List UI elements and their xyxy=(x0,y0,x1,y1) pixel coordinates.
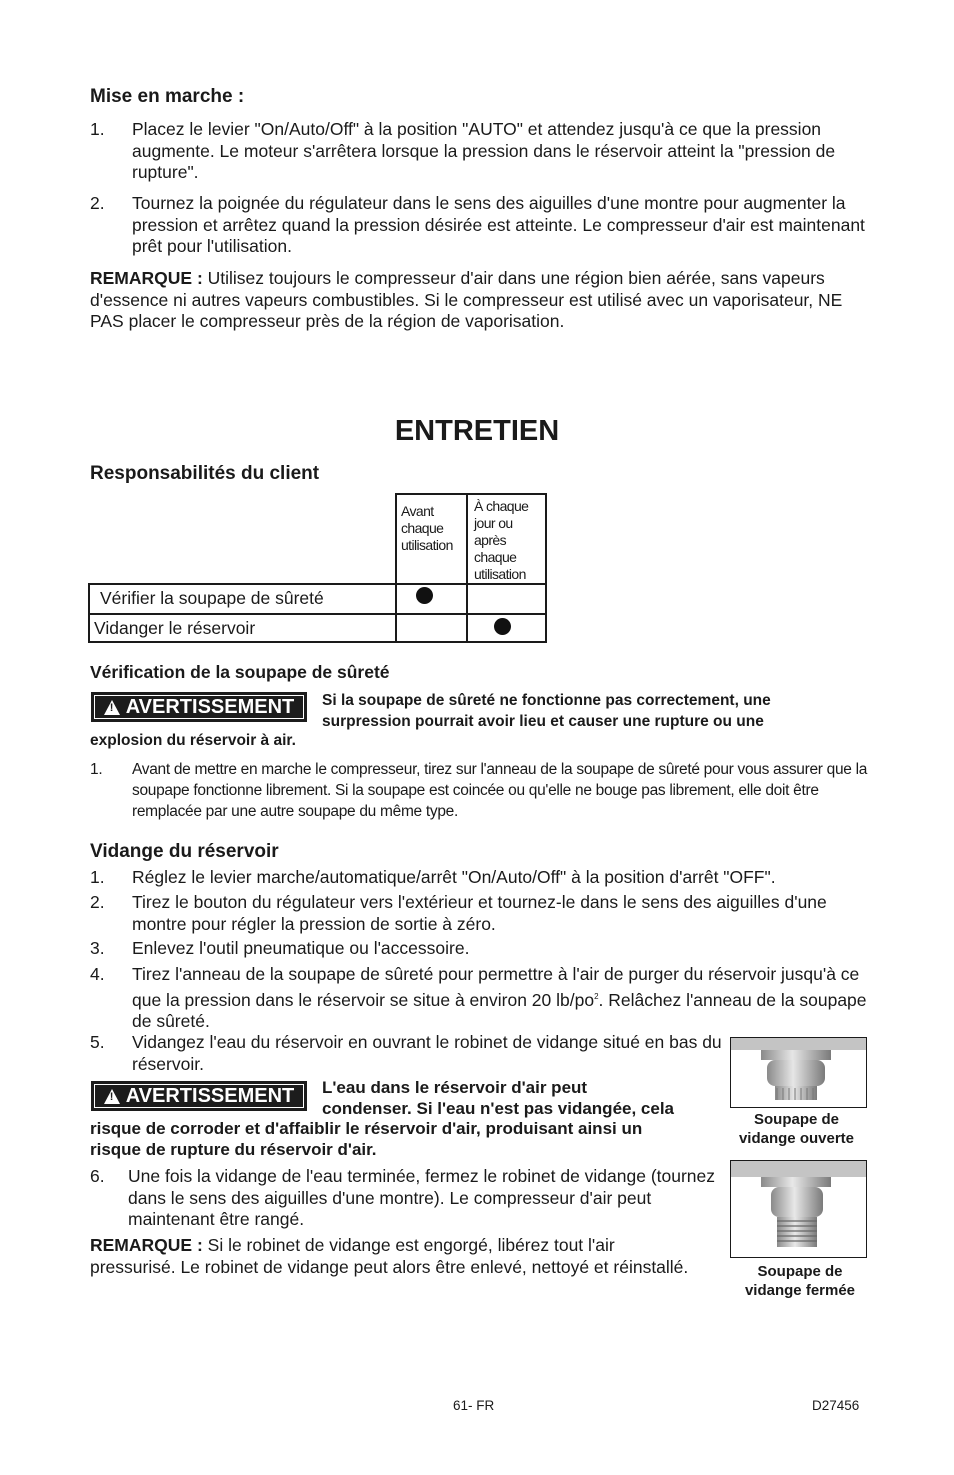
startup-note xyxy=(90,268,870,333)
warning-label: AVERTISSEMENT xyxy=(125,1084,295,1107)
check-dot xyxy=(494,618,511,635)
drain-step-4-text-a: Tirez l'anneau de la soupape de sûreté pour permettre à l'air de purger du réservoir jusqu'à ce que la pression dans le réservoir se situe à environ 20 lb/po xyxy=(132,964,860,1010)
safety-step-text: Avant de mettre en marche le compresseur, tirez sur l'anneau de la soupape de sûreté pour vous assurer que la soupape fonctionne librement. Si la soupape est coincée ou qu'elle ne bouge pas librement, elle doit être remplacée par une autre soupape du même type. xyxy=(132,761,868,820)
drain-step-3-number: 3. xyxy=(90,938,105,958)
table-cell-daily xyxy=(467,614,546,642)
drain-warning-lines-continued xyxy=(90,1119,730,1160)
drain-step-5-number: 5. xyxy=(90,1032,105,1052)
drain-valve-closed-caption xyxy=(724,1262,876,1300)
drain-warning-lines xyxy=(322,1078,732,1119)
startup-note-text: Utilisez toujours le compresseur d'air dans une région bien aérée, sans vapeurs d'essence ni autres vapeurs combustibles. Si le compresseur est utilisé avec un vaporisateur, NE PAS placer le compresseur près de la région de vaporisation. xyxy=(90,268,843,331)
row-2-label: Vidanger le réservoir xyxy=(94,618,256,638)
drain-step-2-text: Tirez le bouton du régulateur vers l'extérieur et tournez-le dans le sens des aiguilles d'une montre pour régler la pression de sortie à zéro. xyxy=(132,892,827,934)
check-dot xyxy=(416,587,433,604)
startup-step-1-text: Placez le levier "On/Auto/Off" à la position "AUTO" et attendez jusqu'à ce que la pression augmente. Le moteur s'arrêtera lorsque la pression dans le réservoir atteint la "pression de rupture". xyxy=(132,119,836,182)
caption-closed-line-1: Soupape de xyxy=(757,1263,843,1280)
startup-heading: Mise en marche : xyxy=(90,86,245,107)
caption-closed-line-2: vidange fermée xyxy=(744,1282,856,1299)
table-cell-label xyxy=(89,584,396,614)
table-row xyxy=(89,614,546,642)
warning-badge xyxy=(91,692,307,722)
drain-step-1-text: Réglez le levier marche/automatique/arrêt "On/Auto/Off" à la position d'arrêt "OFF". xyxy=(132,867,776,887)
table-cell-before-use xyxy=(396,584,467,614)
warning-triangle-icon xyxy=(104,700,120,715)
caption-open-line-2: vidange ouverte xyxy=(738,1130,855,1147)
drain-step-3-text: Enlevez l'outil pneumatique ou l'accessoire. xyxy=(132,938,470,958)
drain-warning-line-2: condenser. Si l'eau n'est pas vidangée, cela xyxy=(322,1098,675,1118)
table-header-daily xyxy=(467,494,546,584)
table-cell-label xyxy=(89,614,396,642)
row-1-label: Vérifier la soupape de sûreté xyxy=(100,588,324,608)
drain-note xyxy=(90,1235,702,1278)
table-blank-header xyxy=(89,494,396,584)
page-number: 61- FR xyxy=(453,1398,495,1413)
header-daily-text: À chaque jour ou après chaque utilisation xyxy=(474,498,529,582)
drain-valve-closed-illustration xyxy=(731,1161,866,1257)
drain-note-label: REMARQUE : xyxy=(90,1235,203,1255)
table-row xyxy=(89,584,546,614)
table-header-before-use xyxy=(396,494,467,584)
startup-step-2-text: Tournez la poignée du régulateur dans le sens des aiguilles d'une montre pour augmenter la pression et arrêtez quand la pression désirée est atteinte. Le compresseur d'air est maintenant prêt pour l'utilisation. xyxy=(132,193,865,256)
drain-note-text: Si le robinet de vidange est engorgé, libérez tout l'air pressurisé. Le robinet de vidange peut alors être enlevé, nettoyé et réinstallé. xyxy=(90,1235,689,1277)
drain-warning-line-4: risque de rupture du réservoir d'air. xyxy=(90,1139,377,1159)
startup-step-1-number: 1. xyxy=(90,119,105,139)
drain-step-4-superscript: 2 xyxy=(594,991,599,1001)
safety-warning-line-1: Si la soupape de sûreté ne fonctionne pas correctement, une xyxy=(322,692,771,709)
drain-step-2-number: 2. xyxy=(90,892,105,912)
drain-step-4-text xyxy=(132,964,872,1032)
responsibilities-table xyxy=(88,493,547,643)
warning-label: AVERTISSEMENT xyxy=(125,695,295,718)
safety-step-number: 1. xyxy=(90,761,103,778)
drain-warning-line-3: risque de corroder et d'affaiblir le réservoir d'air, produisant ainsi un xyxy=(90,1119,643,1138)
table-cell-before-use xyxy=(396,614,467,642)
header-before-use-text: Avant chaque utilisation xyxy=(401,503,453,553)
responsibilities-heading: Responsabilités du client xyxy=(90,463,320,484)
table-cell-daily xyxy=(467,584,546,614)
drain-valve-closed-photo xyxy=(730,1160,867,1258)
drain-step-5-text: Vidangez l'eau du réservoir en ouvrant le robinet de vidange situé en bas du réservoir. xyxy=(132,1032,722,1074)
drain-valve-open-caption xyxy=(724,1110,869,1148)
startup-note-label: REMARQUE : xyxy=(90,268,203,288)
drain-warning-line-1: L'eau dans le réservoir d'air peut xyxy=(322,1078,588,1097)
drain-step-4-text-b: . Relâchez l'anneau de la soupape de sûreté. xyxy=(132,989,867,1031)
safety-warning-lines xyxy=(322,690,862,732)
document-number: D27456 xyxy=(812,1398,860,1413)
drain-heading: Vidange du réservoir xyxy=(90,841,279,862)
drain-valve-open-illustration xyxy=(731,1038,866,1107)
safety-warning-line-3: explosion du réservoir à air. xyxy=(90,732,296,749)
warning-badge xyxy=(91,1081,307,1111)
caption-open-line-1: Soupape de xyxy=(753,1111,839,1128)
drain-step-4-number: 4. xyxy=(90,964,105,984)
drain-step-6-text: Une fois la vidange de l'eau terminée, fermez le robinet de vidange (tournez dans le sens des aiguilles d'une montre). Le compresseur d'air peut maintenant être rangé. xyxy=(128,1166,716,1229)
drain-valve-open-photo xyxy=(730,1037,867,1108)
drain-step-1-number: 1. xyxy=(90,867,105,887)
drain-step-6-number: 6. xyxy=(90,1166,105,1186)
table-header-row xyxy=(89,494,546,584)
startup-step-2-number: 2. xyxy=(90,193,105,213)
maintenance-title: ENTRETIEN xyxy=(394,415,560,447)
safety-valve-heading: Vérification de la soupape de sûreté xyxy=(90,662,390,682)
warning-triangle-icon xyxy=(104,1089,120,1104)
safety-warning-line-2: surpression pourrait avoir lieu et causer une rupture ou une xyxy=(322,713,764,730)
